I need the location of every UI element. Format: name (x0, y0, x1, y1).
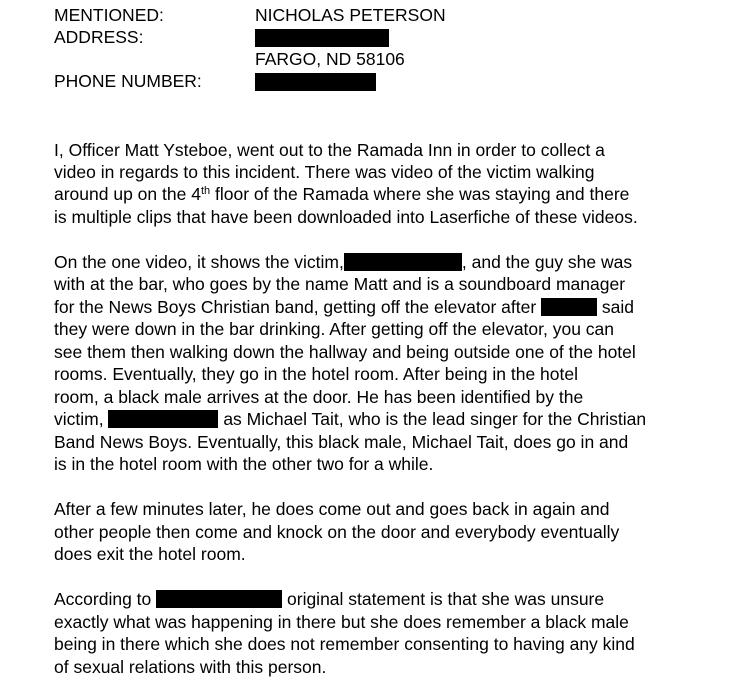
text-line (54, 408, 646, 430)
text-fragment: According to (54, 589, 157, 609)
address-label: ADDRESS: (54, 27, 144, 47)
text-fragment: victim, (54, 409, 109, 429)
text-line: room, a black male arrives at the door. He has been identified by the (54, 387, 584, 407)
text-line: does exit the hotel room. (54, 544, 246, 564)
text-line: they were down in the bar drinking. After getting off the elevator, you can (54, 319, 615, 339)
text-line: I, Officer Matt Ysteboe, went out to the Ramada Inn in order to collect a (54, 140, 605, 160)
redacted-name (541, 298, 597, 316)
text-line: with at the bar, who goes by the name Matt and is a soundboard manager (54, 274, 626, 294)
text-line: being in there which she does not remember consenting to having any kind (54, 634, 635, 654)
text-line (54, 251, 632, 273)
text-line (54, 588, 604, 610)
text-fragment: , and the guy she was (461, 252, 633, 272)
text-fragment: floor of the Ramada where she was staying and there (210, 184, 630, 204)
superscript-th: th (200, 185, 211, 197)
text-fragment: On the one video, it shows the victim, (54, 252, 344, 272)
text-fragment: original statement is that she was unsure (282, 589, 605, 609)
redacted-victim-name (108, 410, 218, 428)
address-city-line: FARGO, ND 58106 (255, 49, 405, 69)
text-line: After a few minutes later, he does come out and goes back in again and (54, 499, 610, 519)
text-fragment: as Michael Tait, who is the lead singer for the Christian (223, 409, 647, 429)
text-line (54, 296, 634, 318)
redacted-phone (255, 73, 376, 91)
text-fragment: for the News Boys Christian band, getting off the elevator after (54, 297, 537, 317)
text-line: video in regards to this incident. There was video of the victim walking (54, 162, 595, 182)
text-line: see them then walking down the hallway and being outside one of the hotel (54, 342, 636, 362)
text-fragment: around up on the 4 (54, 184, 201, 204)
redacted-victim-name (344, 253, 462, 271)
text-line: Band News Boys. Eventually, this black male, Michael Tait, does go in and (54, 432, 629, 452)
text-line: exactly what was happening in there but she does remember a black male (54, 612, 629, 632)
redacted-address (255, 29, 389, 47)
text-fragment: said (597, 297, 635, 317)
text-line: other people then come and knock on the door and everybody eventually (54, 522, 620, 542)
mentioned-name: NICHOLAS PETERSON (255, 5, 446, 25)
redacted-victim-name (156, 590, 282, 608)
text-line: is multiple clips that have been downloaded into Laserfiche of these videos. (54, 207, 638, 227)
text-line: is in the hotel room with the other two for a while. (54, 454, 434, 474)
mentioned-label: MENTIONED: (54, 5, 164, 25)
phone-number-label: PHONE NUMBER: (54, 71, 202, 91)
text-line (54, 183, 629, 205)
text-line: of sexual relations with this person. (54, 657, 327, 677)
text-line: rooms. Eventually, they go in the hotel room. After being in the hotel (54, 364, 579, 384)
